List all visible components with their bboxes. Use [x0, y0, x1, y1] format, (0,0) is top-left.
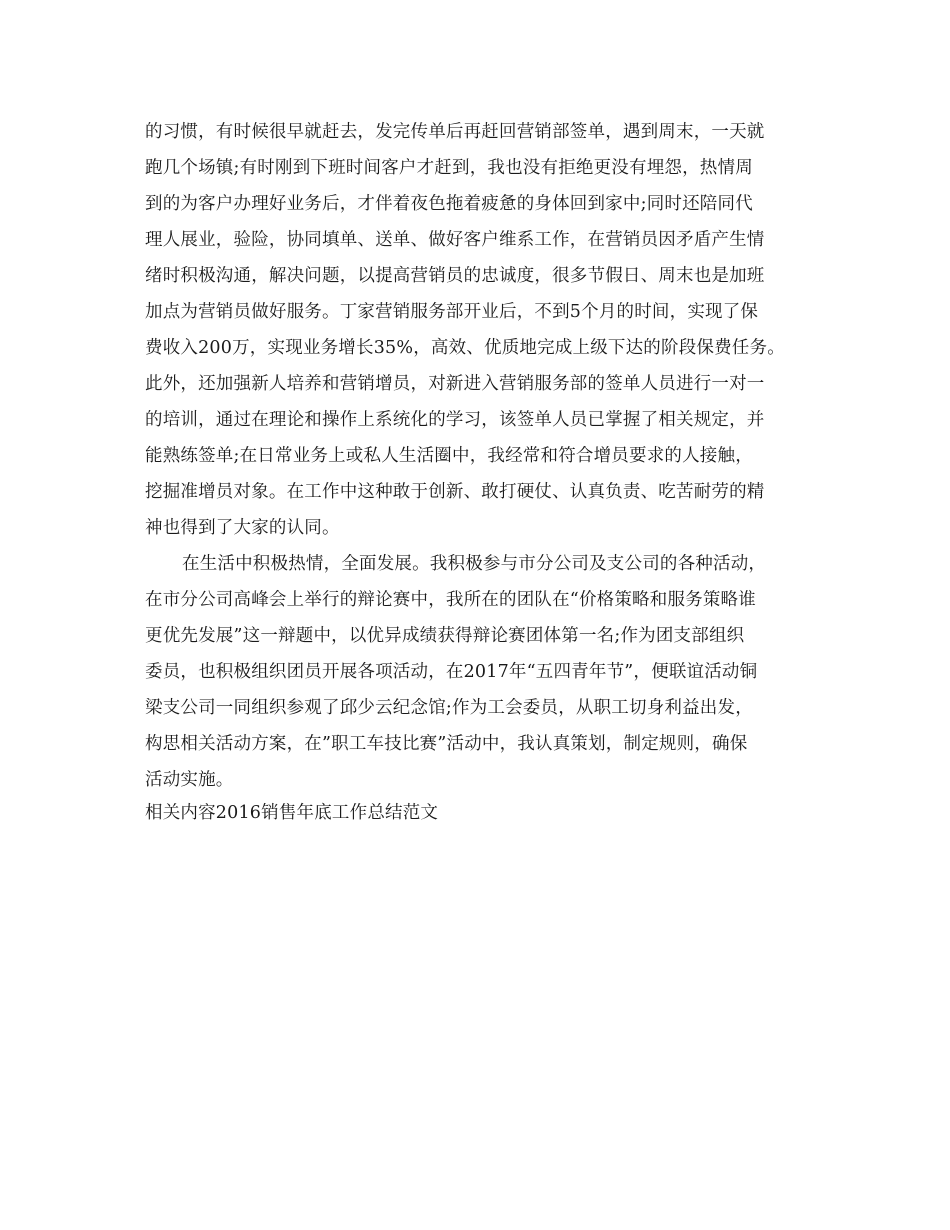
paragraph-line: 加点为营销员做好服务。丁家营销服务部开业后，不到5个月的时间，实现了保 — [145, 302, 759, 322]
related-content-link[interactable]: 相关内容2016销售年底工作总结范文 — [145, 803, 439, 823]
paragraph-line: 委员，也积极组织团员开展各项活动，在2017年“五四青年节”，便联谊活动铜 — [145, 662, 758, 682]
paragraph-line: 到的为客户办理好业务后，才伴着夜色拖着疲惫的身体回到家中;同时还陪同代 — [145, 194, 753, 214]
paragraph-line: 跑几个场镇;有时刚到下班时间客户才赶到，我也没有拒绝更没有埋怨，热情周 — [145, 158, 753, 178]
paragraph-line: 能熟练签单;在日常业务上或私人生活圈中，我经常和符合增员要求的人接触， — [145, 446, 753, 466]
paragraph-line: 费收入200万，实现业务增长35%，高效、优质地完成上级下达的阶段保费任务。 — [145, 338, 785, 358]
paragraph-1 — [145, 114, 835, 546]
paragraph-line: 活动实施。 — [145, 770, 234, 790]
paragraph-line: 神也得到了大家的认同。 — [145, 518, 340, 538]
paragraph-line: 的习惯，有时候很早就赶去，发完传单后再赶回营销部签单，遇到周末，一天就 — [145, 122, 765, 142]
paragraph-line: 挖掘准增员对象。在工作中这种敢于创新、敢打硬仗、认真负责、吃苦耐劳的精 — [145, 482, 765, 502]
paragraph-line: 更优先发展”这一辩题中，以优异成绩获得辩论赛团体第一名;作为团支部组织 — [145, 626, 745, 646]
paragraph-line: 理人展业，验险，协同填单、送单、做好客户维系工作，在营销员因矛盾产生情 — [145, 230, 765, 250]
paragraph-2 — [145, 546, 835, 798]
paragraph-line: 绪时积极沟通，解决问题，以提高营销员的忠诚度，很多节假日、周末也是加班 — [145, 266, 765, 286]
paragraph-line: 构思相关活动方案，在”职工车技比赛”活动中，我认真策划，制定规则，确保 — [145, 734, 748, 754]
paragraph-line: 此外，还加强新人培养和营销增员，对新进入营销服务部的签单人员进行一对一 — [145, 374, 765, 394]
paragraph-line: 梁支公司一同组织参观了邱少云纪念馆;作为工会委员，从职工切身利益出发， — [145, 698, 753, 718]
paragraph-line: 在生活中积极热情，全面发展。我积极参与市分公司及支公司的各种活动， — [182, 554, 767, 574]
document-body — [145, 114, 835, 828]
paragraph-line: 的培训，通过在理论和操作上系统化的学习，该签单人员已掌握了相关规定，并 — [145, 410, 765, 430]
paragraph-line: 在市分公司高峰会上举行的辩论赛中，我所在的团队在“价格策略和服务策略谁 — [145, 590, 756, 610]
